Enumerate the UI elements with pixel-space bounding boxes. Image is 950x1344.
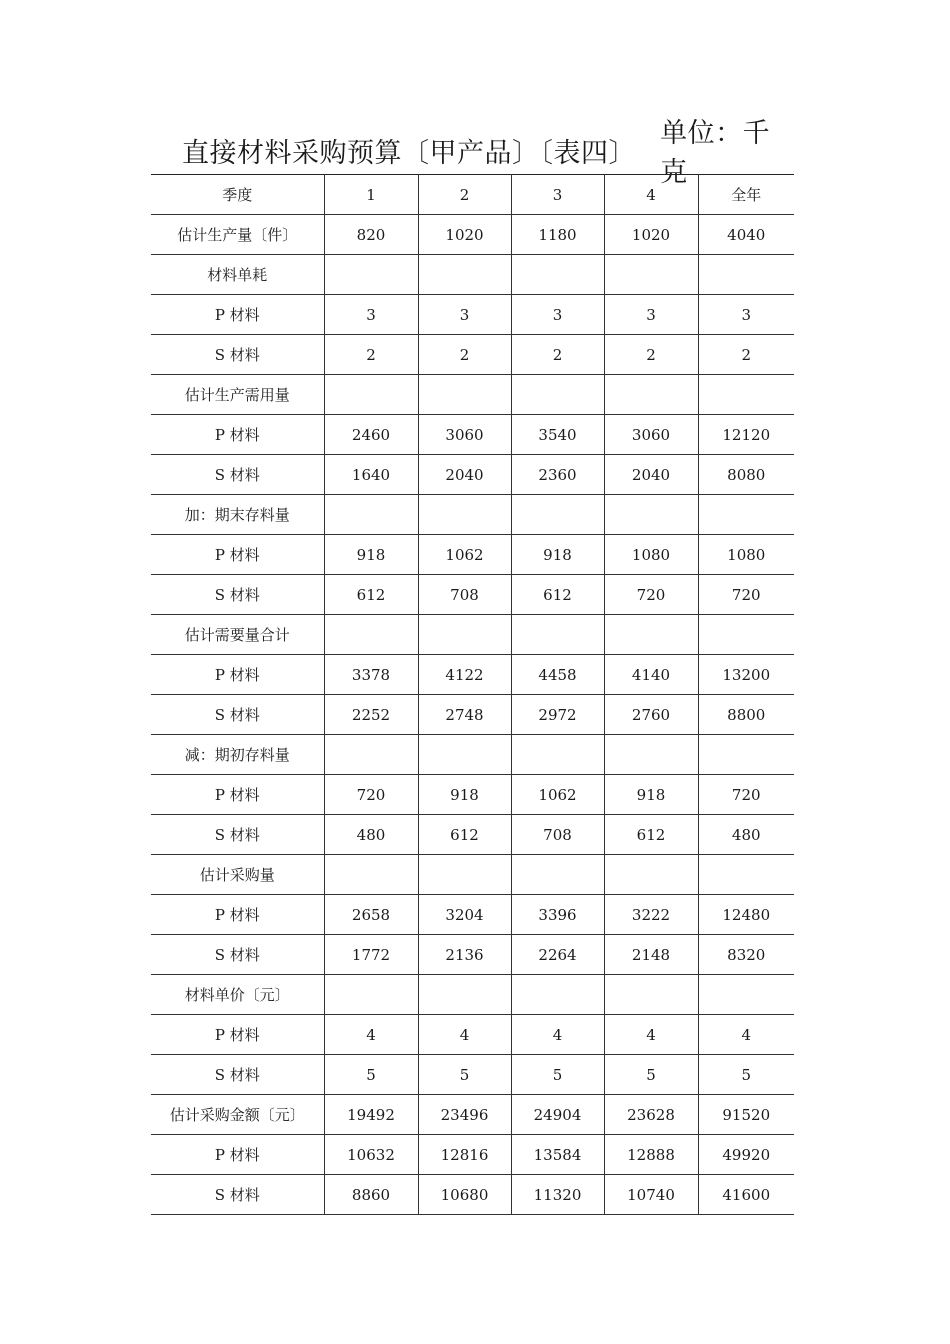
full-year-cell [698,375,794,415]
full-year-cell: 49920 [698,1135,794,1175]
table-row [151,495,794,535]
q3-cell: 2972 [511,695,604,735]
q1-cell [324,855,418,895]
full-year-cell: 720 [698,575,794,615]
q2-cell: 918 [418,775,511,815]
full-year-cell: 4 [698,1015,794,1055]
q3-cell: 3540 [511,415,604,455]
q4-cell: 1020 [604,215,698,255]
row-label-cell: P 材料 [151,1135,324,1175]
q4-cell: 720 [604,575,698,615]
q4-cell: 4 [604,1015,698,1055]
table-row [151,575,794,615]
q2-cell: 708 [418,575,511,615]
q4-cell: 918 [604,775,698,815]
q2-cell: 3060 [418,415,511,455]
q2-cell: 10680 [418,1175,511,1215]
q1-cell [324,255,418,295]
full-year-cell: 1080 [698,535,794,575]
table-row [151,855,794,895]
q3-cell: 1062 [511,775,604,815]
table-row [151,1095,794,1135]
table-row [151,815,794,855]
full-year-cell: 12480 [698,895,794,935]
table-row [151,415,794,455]
table-row [151,1015,794,1055]
full-year-cell: 720 [698,775,794,815]
q3-cell: 4 [511,1015,604,1055]
q2-cell [418,975,511,1015]
q2-cell: 2 [418,335,511,375]
row-label-cell: S 材料 [151,575,324,615]
q3-cell: 2360 [511,455,604,495]
row-label-cell: 材料单价〔元〕 [151,975,324,1015]
q3-cell: 1180 [511,215,604,255]
document-title-line [150,118,794,188]
q1-cell: 1640 [324,455,418,495]
row-label-cell: P 材料 [151,1015,324,1055]
q3-cell [511,495,604,535]
q1-cell: 820 [324,215,418,255]
q3-cell: 5 [511,1055,604,1095]
q1-cell: 10632 [324,1135,418,1175]
q2-cell [418,255,511,295]
table-row [151,535,794,575]
q1-cell: 2252 [324,695,418,735]
header-cell-q1: 1 [324,175,418,215]
q2-cell: 5 [418,1055,511,1095]
q1-cell [324,975,418,1015]
row-label-cell: 估计采购金额〔元〕 [151,1095,324,1135]
row-label-cell: S 材料 [151,455,324,495]
full-year-cell: 91520 [698,1095,794,1135]
table-header-row [151,175,794,215]
q2-cell: 3 [418,295,511,335]
q3-cell [511,615,604,655]
header-cell-q3: 3 [511,175,604,215]
q1-cell [324,375,418,415]
q3-cell: 3396 [511,895,604,935]
row-label-cell: S 材料 [151,1175,324,1215]
table-row [151,1175,794,1215]
q2-cell: 1062 [418,535,511,575]
q4-cell: 1080 [604,535,698,575]
q2-cell: 612 [418,815,511,855]
q4-cell [604,615,698,655]
q2-cell [418,495,511,535]
q3-cell: 24904 [511,1095,604,1135]
q4-cell: 12888 [604,1135,698,1175]
row-label-cell: P 材料 [151,535,324,575]
q3-cell: 612 [511,575,604,615]
header-cell-full-year: 全年 [698,175,794,215]
row-label-cell: S 材料 [151,935,324,975]
q1-cell [324,615,418,655]
q4-cell: 2148 [604,935,698,975]
table-row [151,1055,794,1095]
q2-cell [418,735,511,775]
unit-label: 单位：千克 [660,118,771,188]
table-row [151,615,794,655]
q4-cell: 612 [604,815,698,855]
q3-cell: 708 [511,815,604,855]
q2-cell: 2040 [418,455,511,495]
full-year-cell: 12120 [698,415,794,455]
q2-cell [418,615,511,655]
full-year-cell: 41600 [698,1175,794,1215]
full-year-cell [698,495,794,535]
q1-cell: 918 [324,535,418,575]
full-year-cell [698,855,794,895]
table-row [151,295,794,335]
q1-cell: 5 [324,1055,418,1095]
q4-cell: 2040 [604,455,698,495]
table-row [151,455,794,495]
header-cell-q2: 2 [418,175,511,215]
row-label-cell: 材料单耗 [151,255,324,295]
row-label-cell: 估计生产量〔件〕 [151,215,324,255]
q2-cell: 12816 [418,1135,511,1175]
q4-cell: 4140 [604,655,698,695]
q2-cell: 23496 [418,1095,511,1135]
q2-cell: 3204 [418,895,511,935]
q3-cell [511,375,604,415]
table-row [151,695,794,735]
q4-cell: 5 [604,1055,698,1095]
q4-cell: 2760 [604,695,698,735]
full-year-cell: 13200 [698,655,794,695]
table-row [151,735,794,775]
q4-cell: 2 [604,335,698,375]
full-year-cell [698,735,794,775]
q3-cell: 13584 [511,1135,604,1175]
table-body [151,175,794,1215]
q4-cell: 3060 [604,415,698,455]
q3-cell [511,255,604,295]
q2-cell [418,375,511,415]
row-label-cell: P 材料 [151,775,324,815]
q1-cell: 4 [324,1015,418,1055]
full-year-cell: 4040 [698,215,794,255]
header-cell-quarter: 季度 [151,175,324,215]
q1-cell: 1772 [324,935,418,975]
q1-cell: 2 [324,335,418,375]
q2-cell: 2748 [418,695,511,735]
full-year-cell: 5 [698,1055,794,1095]
row-label-cell: S 材料 [151,695,324,735]
full-year-cell: 2 [698,335,794,375]
table-row [151,375,794,415]
row-label-cell: 估计采购量 [151,855,324,895]
q4-cell [604,855,698,895]
q1-cell: 3 [324,295,418,335]
full-year-cell [698,975,794,1015]
q1-cell: 19492 [324,1095,418,1135]
document-title: 直接材料采购预算〔甲产品〕〔表四〕 [182,137,636,169]
q3-cell: 4458 [511,655,604,695]
row-label-cell: 减：期初存料量 [151,735,324,775]
q4-cell: 23628 [604,1095,698,1135]
table-row [151,1135,794,1175]
purchase-budget-table [151,174,794,1215]
row-label-cell: S 材料 [151,815,324,855]
q2-cell: 4 [418,1015,511,1055]
table-row [151,935,794,975]
q3-cell: 918 [511,535,604,575]
q1-cell: 612 [324,575,418,615]
q4-cell [604,375,698,415]
q3-cell: 11320 [511,1175,604,1215]
table-row [151,335,794,375]
q2-cell: 4122 [418,655,511,695]
row-label-cell: 加：期末存料量 [151,495,324,535]
row-label-cell: P 材料 [151,295,324,335]
q1-cell: 3378 [324,655,418,695]
table-row [151,775,794,815]
q1-cell: 2460 [324,415,418,455]
q2-cell [418,855,511,895]
q2-cell: 1020 [418,215,511,255]
q4-cell [604,495,698,535]
row-label-cell: S 材料 [151,1055,324,1095]
row-label-cell: P 材料 [151,415,324,455]
q1-cell: 480 [324,815,418,855]
q4-cell: 3222 [604,895,698,935]
table-row [151,255,794,295]
full-year-cell [698,255,794,295]
row-label-cell: 估计需要量合计 [151,615,324,655]
q4-cell [604,735,698,775]
table-row [151,215,794,255]
row-label-cell: P 材料 [151,895,324,935]
q4-cell: 10740 [604,1175,698,1215]
q4-cell [604,255,698,295]
table-row [151,655,794,695]
q1-cell [324,495,418,535]
table-row [151,895,794,935]
q3-cell: 2264 [511,935,604,975]
q3-cell [511,735,604,775]
table-row [151,975,794,1015]
q1-cell: 8860 [324,1175,418,1215]
header-cell-q4: 4 [604,175,698,215]
row-label-cell: S 材料 [151,335,324,375]
full-year-cell: 3 [698,295,794,335]
full-year-cell: 480 [698,815,794,855]
q1-cell [324,735,418,775]
full-year-cell: 8800 [698,695,794,735]
q3-cell [511,855,604,895]
full-year-cell [698,615,794,655]
q4-cell: 3 [604,295,698,335]
row-label-cell: 估计生产需用量 [151,375,324,415]
full-year-cell: 8320 [698,935,794,975]
row-label-cell: P 材料 [151,655,324,695]
q3-cell: 3 [511,295,604,335]
q3-cell [511,975,604,1015]
q2-cell: 2136 [418,935,511,975]
q1-cell: 720 [324,775,418,815]
q4-cell [604,975,698,1015]
q1-cell: 2658 [324,895,418,935]
full-year-cell: 8080 [698,455,794,495]
q3-cell: 2 [511,335,604,375]
